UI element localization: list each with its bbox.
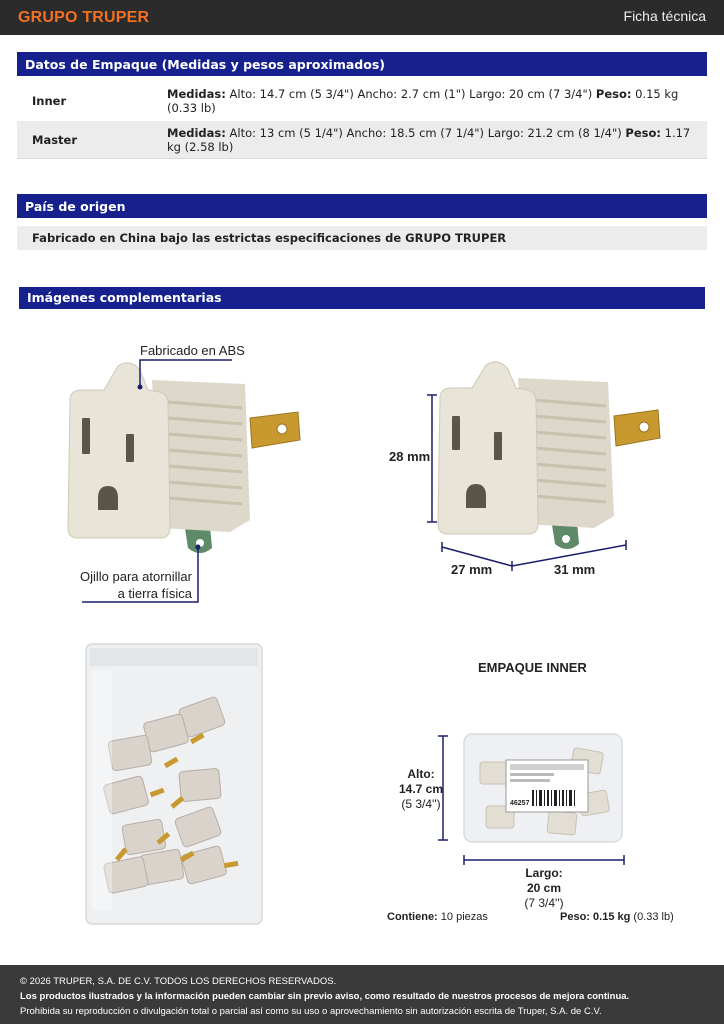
inner-weight-value: 0.15 kg	[593, 911, 631, 923]
packaging-row-value	[167, 83, 707, 119]
inner-height-label	[396, 767, 446, 812]
origin-section-title: País de origen	[17, 194, 707, 218]
measures-key: Medidas:	[167, 125, 226, 140]
inner-label-code: 46257	[510, 800, 530, 807]
packaging-row-label: Inner	[32, 94, 67, 108]
inner-height-cm: 14.7 cm	[398, 782, 444, 796]
weight-key: Peso:	[595, 87, 632, 101]
inner-height-in: (5 3/4'')	[401, 797, 441, 811]
top-bar	[0, 0, 724, 35]
inner-weight-key: Peso:	[560, 911, 590, 923]
measures-key: Medidas:	[167, 87, 226, 101]
footer	[0, 965, 724, 1024]
inner-weight-lb: (0.33 lb)	[633, 911, 674, 923]
inner-dimension-lines	[436, 732, 636, 867]
dim-depth-label: 27 mm	[451, 562, 493, 577]
inner-weight	[560, 911, 674, 923]
inner-length-in: (7 3/4'')	[524, 896, 564, 910]
packaging-section-title: Datos de Empaque (Medidas y pesos aproximados)	[17, 52, 707, 76]
inner-length-label	[514, 866, 574, 911]
weight-key: Peso:	[625, 125, 661, 140]
footer-copyright: © 2026 TRUPER, S.A. DE C.V. TODOS LOS DERECHOS RESERVADOS.	[20, 976, 337, 987]
packaging-row-label: Master	[32, 132, 78, 147]
weight-value: 0.15 kg (0.33 lb)	[167, 87, 679, 115]
inner-package-title: EMPAQUE INNER	[478, 660, 587, 675]
callout-leader-ground	[80, 545, 210, 615]
bag-of-adapters-image	[80, 640, 270, 930]
dim-width-label: 31 mm	[554, 562, 596, 577]
inner-contents-key: Contiene:	[387, 911, 438, 923]
weight-value: 1.17 kg (2.58 lb)	[167, 125, 691, 154]
brand-logo: GRUPO TRUPER	[18, 9, 150, 26]
dim-height-label: 28 mm	[389, 449, 431, 464]
packaging-row-value	[167, 121, 707, 158]
inner-contents	[387, 911, 488, 923]
images-section-title: Imágenes complementarias	[19, 287, 705, 309]
callout-ground-line2: a tierra física	[117, 586, 192, 601]
callout-material: Fabricado en ABS	[140, 343, 245, 358]
measures-value: Alto: 14.7 cm (5 3/4") Ancho: 2.7 cm (1") Largo: 20 cm (7 3/4")	[229, 87, 593, 101]
footer-legal: Prohibida su reproducción o divulgación total o parcial así como su uso o aprovechamiento sin autorización escrita de Truper, S.A. de C.V.	[20, 1006, 602, 1017]
inner-height-key: Alto:	[407, 767, 435, 781]
packaging-row-inner	[17, 83, 707, 119]
measures-value: Alto: 13 cm (5 1/4") Ancho: 18.5 cm (7 1/4") Largo: 21.2 cm (8 1/4")	[229, 125, 622, 140]
callout-leader-material	[130, 355, 250, 395]
callout-ground-line1: Ojillo para atornillar	[80, 569, 192, 584]
packaging-row-master	[17, 121, 707, 159]
inner-length-cm: 20 cm	[526, 881, 562, 895]
footer-notice: Los productos ilustrados y la información pueden cambiar sin previo aviso, como resultado de nuestros procesos de mejora continua.	[20, 991, 630, 1002]
inner-contents-value: 10 piezas	[440, 911, 488, 923]
inner-length-key: Largo:	[525, 866, 563, 880]
dimension-lines	[425, 390, 635, 570]
origin-text: Fabricado en China bajo las estrictas especificaciones de GRUPO TRUPER	[17, 226, 707, 250]
document-type: Ficha técnica	[623, 8, 706, 24]
